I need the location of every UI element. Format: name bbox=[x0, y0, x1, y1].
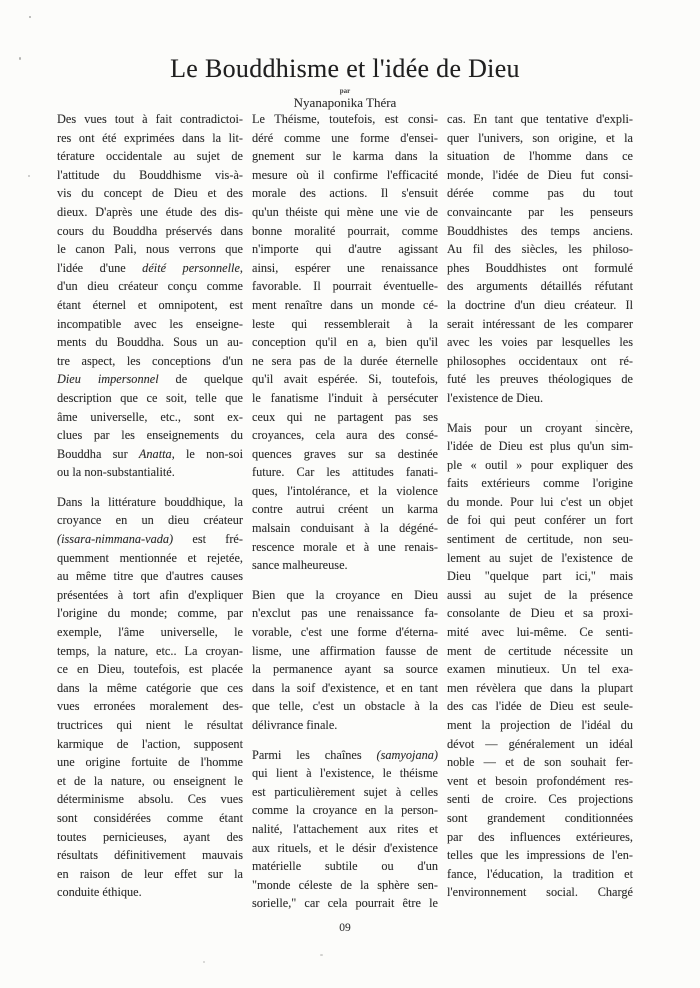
text-line bbox=[252, 538, 438, 557]
text-segment: dans la même catégorie que ces bbox=[57, 680, 243, 695]
text-segment: matérielle subtile ou d'un bbox=[252, 859, 438, 874]
text-line bbox=[57, 110, 243, 129]
text-line bbox=[57, 315, 243, 334]
text-line bbox=[57, 735, 243, 754]
text-segment: serait intéressant de les comparer bbox=[447, 316, 633, 331]
text-segment: Le Théisme, toutefois, est consi- bbox=[252, 112, 438, 126]
text-line bbox=[447, 203, 633, 222]
text-line bbox=[57, 184, 243, 203]
text-segment: l'idée de Dieu est plus qu'un sim- bbox=[447, 439, 633, 454]
text-segment: que telle, c'est un obstacle à la bbox=[252, 699, 438, 714]
text-segment: l'idée d'une bbox=[57, 260, 143, 275]
scan-speck bbox=[203, 961, 205, 963]
text-segment: quer l'univers, son origine, et la bbox=[447, 130, 633, 145]
text-segment: l'origine du monde; comme, par bbox=[57, 606, 243, 621]
text-line bbox=[57, 389, 243, 408]
text-segment: n'importe qui d'autre agissant bbox=[252, 242, 438, 257]
text-segment: par des influences extérieures, bbox=[447, 829, 633, 844]
text-line bbox=[57, 828, 243, 847]
italic-text-segment: Anatta bbox=[138, 446, 172, 461]
text-segment: Des vues tout à fait contradictoi- bbox=[57, 112, 243, 126]
paragraph bbox=[447, 419, 633, 902]
text-segment: lement au sujet de l'existence de bbox=[447, 550, 633, 565]
text-line bbox=[57, 463, 243, 482]
text-line bbox=[57, 426, 243, 445]
text-segment: croyances, cela aura des consé- bbox=[252, 428, 438, 443]
text-line bbox=[252, 370, 438, 389]
text-segment: phes Bouddhistes ont formulé bbox=[447, 260, 633, 275]
text-line bbox=[57, 530, 243, 549]
text-segment: monde, l'idée de Dieu fut consi- bbox=[447, 167, 633, 182]
text-segment: noble — et de son souhait fer- bbox=[447, 755, 633, 770]
text-line bbox=[447, 586, 633, 605]
text-line bbox=[447, 511, 633, 530]
scan-speck bbox=[29, 16, 31, 18]
text-segment: la doctrine d'un dieu créateur. Il bbox=[447, 297, 633, 312]
text-line bbox=[57, 865, 243, 884]
text-segment: conception qu'il en a, bien qu'il bbox=[252, 335, 438, 350]
text-line bbox=[252, 623, 438, 642]
text-segment: leste qui ressemblerait à la bbox=[252, 316, 438, 331]
text-line bbox=[252, 839, 438, 858]
text-line bbox=[447, 240, 633, 259]
text-segment: incompatible avec les enseigne- bbox=[57, 316, 243, 331]
text-line bbox=[447, 474, 633, 493]
text-line bbox=[252, 556, 438, 575]
text-segment: ainsi, espérer une renaissance bbox=[252, 260, 438, 275]
text-segment: étant éternel et omnipotent, est bbox=[57, 297, 243, 312]
text-segment: le canon Pali, nous verrons que bbox=[57, 242, 243, 257]
text-line bbox=[57, 259, 243, 278]
text-segment: l'environnement social. Chargé bbox=[447, 885, 633, 900]
text-line bbox=[57, 772, 243, 791]
text-segment: de quelque bbox=[158, 372, 243, 387]
text-segment: déré comme une forme d'ensei- bbox=[252, 130, 438, 145]
text-line bbox=[252, 315, 438, 334]
text-segment: en raison de leur effet sur la bbox=[57, 866, 243, 881]
text-segment: gnement sur le karma dans la bbox=[252, 149, 438, 164]
text-line bbox=[252, 586, 438, 605]
text-line bbox=[447, 389, 633, 408]
scan-speck bbox=[596, 420, 598, 422]
paragraph bbox=[57, 110, 243, 482]
text-line bbox=[57, 129, 243, 148]
text-line bbox=[252, 408, 438, 427]
text-segment: lisme, une affirmation fausse de bbox=[252, 643, 438, 658]
text-segment: tructrices qui nient le résultat bbox=[57, 718, 243, 732]
text-segment: faits extérieurs comme l'origine bbox=[447, 476, 633, 491]
text-segment: et de la nature, ou enseignent le bbox=[57, 773, 243, 788]
text-segment: futé les preuves théologiques de bbox=[447, 372, 633, 387]
text-line bbox=[447, 493, 633, 512]
text-segment: ques, l'intolérance, et la violence bbox=[252, 483, 438, 498]
text-line bbox=[252, 697, 438, 716]
text-line bbox=[252, 352, 438, 371]
text-line bbox=[57, 445, 243, 464]
text-segment: favorable. Il pourrait éventuelle- bbox=[252, 279, 438, 294]
text-line bbox=[57, 549, 243, 568]
text-segment: l'existence de Dieu. bbox=[447, 390, 544, 405]
text-segment: Dieu "quelque part ici," mais bbox=[447, 569, 633, 584]
text-line bbox=[447, 697, 633, 716]
text-line bbox=[57, 277, 243, 296]
text-segment: sentiment de certitude, non seu- bbox=[447, 532, 633, 547]
text-segment: Au fil des siècles, les philoso- bbox=[447, 242, 633, 257]
text-line bbox=[447, 437, 633, 456]
italic-text-segment: (issara-nimmana-vada) bbox=[57, 532, 174, 547]
text-line bbox=[447, 828, 633, 847]
page-title: Le Bouddhisme et l'idée de Dieu bbox=[170, 54, 520, 83]
text-segment: men révèlera que dans la plupart bbox=[447, 680, 633, 695]
text-line bbox=[57, 333, 243, 352]
text-line bbox=[57, 352, 243, 371]
text-segment: des cas l'idée de Dieu est seule- bbox=[447, 699, 633, 714]
text-line bbox=[447, 296, 633, 315]
text-line bbox=[447, 456, 633, 475]
text-segment: dieux. D'après une étude des dis- bbox=[57, 204, 243, 219]
text-line bbox=[252, 783, 438, 802]
text-line bbox=[57, 408, 243, 427]
text-line bbox=[447, 642, 633, 661]
text-line bbox=[447, 716, 633, 735]
text-segment: clues par les enseignements du bbox=[57, 428, 243, 443]
text-segment: sance malheureuse. bbox=[252, 558, 348, 573]
text-segment: mesure où il confirme l'efficacité bbox=[252, 167, 438, 182]
text-line bbox=[252, 147, 438, 166]
text-line bbox=[57, 240, 243, 259]
text-segment: future. Car les attitudes fanati- bbox=[252, 465, 438, 480]
text-line bbox=[57, 203, 243, 222]
text-segment: vis du concept de Dieu et des bbox=[57, 186, 243, 201]
text-line bbox=[57, 567, 243, 586]
text-line bbox=[447, 790, 633, 809]
text-segment: karmique de l'action, supposent bbox=[57, 736, 243, 751]
text-line bbox=[447, 679, 633, 698]
text-segment: situation de l'homme dans ce bbox=[447, 149, 633, 164]
text-line bbox=[447, 352, 633, 371]
text-line bbox=[447, 184, 633, 203]
text-segment: délivrance finale. bbox=[252, 718, 338, 732]
text-line bbox=[252, 296, 438, 315]
text-line bbox=[252, 679, 438, 698]
text-line bbox=[252, 500, 438, 519]
text-segment: dévot — généralement un idéal bbox=[447, 736, 633, 751]
text-segment: qu'un théiste qui mène une vie de bbox=[252, 204, 438, 219]
text-line bbox=[57, 660, 243, 679]
text-segment: âme universelle, etc., sont ex- bbox=[57, 409, 243, 424]
text-segment: malsain conduisant à la dégéné- bbox=[252, 521, 438, 536]
text-line bbox=[57, 147, 243, 166]
scan-speck bbox=[28, 175, 30, 177]
text-segment: cas. En tant que tentative d'expli- bbox=[447, 112, 633, 126]
text-segment: croyance en un dieu créateur bbox=[57, 513, 243, 528]
text-line bbox=[447, 735, 633, 754]
text-line bbox=[252, 716, 438, 735]
text-segment: ment renaître dans un monde cé- bbox=[252, 297, 438, 312]
text-segment: telles que les impressions de l'en- bbox=[447, 848, 633, 863]
text-segment: la permanence ayant sa source bbox=[252, 662, 438, 677]
page-number: 09 bbox=[339, 922, 351, 934]
text-line bbox=[447, 660, 633, 679]
italic-text-segment: déité personnelle bbox=[142, 260, 240, 275]
text-line bbox=[252, 277, 438, 296]
text-line bbox=[447, 277, 633, 296]
paragraph bbox=[252, 110, 438, 575]
text-segment: consolante de Dieu et sa proxi- bbox=[447, 606, 633, 621]
text-line bbox=[57, 296, 243, 315]
text-line bbox=[447, 604, 633, 623]
text-line bbox=[57, 586, 243, 605]
text-segment: est particulièrement sujet à celles bbox=[252, 784, 438, 799]
text-line bbox=[57, 716, 243, 735]
text-segment: térature occidentale au sujet de bbox=[57, 149, 243, 164]
author-name: Nyanaponika Théra bbox=[293, 95, 397, 110]
text-segment: convaincante par les penseurs bbox=[447, 204, 633, 219]
text-line bbox=[57, 753, 243, 772]
text-segment: "monde céleste de la sphère sen- bbox=[252, 877, 438, 892]
text-line bbox=[447, 549, 633, 568]
paragraph bbox=[252, 586, 438, 735]
text-line bbox=[447, 419, 633, 438]
text-segment: Mais pour un croyant sincère, bbox=[447, 420, 633, 435]
scan-speck bbox=[19, 57, 21, 60]
text-line bbox=[57, 883, 243, 902]
text-line bbox=[57, 166, 243, 185]
text-segment: cours du Bouddha préservés dans bbox=[57, 223, 243, 238]
text-segment: déterminisme absolu. Ces vues bbox=[57, 792, 243, 807]
text-line bbox=[252, 259, 438, 278]
text-line bbox=[252, 801, 438, 820]
text-line bbox=[447, 530, 633, 549]
text-line bbox=[252, 463, 438, 482]
text-line bbox=[447, 333, 633, 352]
text-line bbox=[252, 604, 438, 623]
text-segment: bonne moralité pourrait, comme bbox=[252, 223, 438, 238]
text-segment: morale des actions. Il s'ensuit bbox=[252, 186, 438, 201]
text-segment: quences graves sur sa destinée bbox=[252, 446, 438, 461]
text-segment: senti de croire. Ces projections bbox=[447, 792, 633, 807]
text-line bbox=[252, 333, 438, 352]
text-segment: ne sera pas de la durée éternelle bbox=[252, 353, 438, 368]
paragraph bbox=[252, 746, 438, 913]
text-segment: ment de certitude nécessite un bbox=[447, 643, 633, 658]
text-line bbox=[57, 679, 243, 698]
text-segment: ple « outil » pour expliquer des bbox=[447, 457, 633, 472]
text-line bbox=[447, 110, 633, 129]
text-line bbox=[447, 753, 633, 772]
text-line bbox=[252, 660, 438, 679]
text-segment: est fré- bbox=[173, 532, 243, 547]
text-segment: dérée comme pas du tout bbox=[447, 186, 633, 201]
text-line bbox=[447, 846, 633, 865]
text-line bbox=[252, 203, 438, 222]
text-segment: aux rituels, et le désir d'existence bbox=[252, 840, 438, 855]
text-line bbox=[447, 166, 633, 185]
text-column-3 bbox=[447, 110, 633, 913]
text-columns bbox=[57, 110, 633, 913]
text-line bbox=[57, 809, 243, 828]
text-line bbox=[252, 426, 438, 445]
text-line bbox=[252, 820, 438, 839]
text-segment: Bouddhistes des temps anciens. bbox=[447, 223, 633, 238]
text-segment: de foi qui peut conférer un fort bbox=[447, 513, 633, 528]
text-segment: qui lient à l'existence, le théisme bbox=[252, 766, 438, 781]
text-line bbox=[252, 519, 438, 538]
text-segment: ou la non-substantialité. bbox=[57, 465, 175, 480]
text-segment: toutes pernicieuses, ayant des bbox=[57, 829, 243, 844]
text-segment: quemment mentionnée et rejetée, bbox=[57, 550, 243, 565]
text-line bbox=[57, 846, 243, 865]
text-segment: conduite éthique. bbox=[57, 885, 142, 900]
text-line bbox=[252, 857, 438, 876]
text-line bbox=[252, 129, 438, 148]
text-line bbox=[252, 642, 438, 661]
text-line bbox=[57, 623, 243, 642]
text-segment: des arguments détaillés réfutant bbox=[447, 279, 633, 294]
text-segment: ment la projection de l'idéal du bbox=[447, 718, 633, 732]
text-segment: rescence morale et à une renais- bbox=[252, 539, 438, 554]
text-line bbox=[252, 184, 438, 203]
text-segment: sorielle," car cela pourrait être le bbox=[252, 896, 438, 911]
text-line bbox=[252, 876, 438, 895]
text-line bbox=[447, 809, 633, 828]
italic-text-segment: Dieu impersonnel bbox=[57, 372, 159, 387]
text-line bbox=[447, 883, 633, 902]
text-segment: sont grandement conditionnées bbox=[447, 810, 633, 825]
text-line bbox=[252, 482, 438, 501]
text-line bbox=[447, 315, 633, 334]
text-segment: au même titre que d'autres causes bbox=[57, 569, 243, 584]
text-segment: l'attitude du Bouddhisme vis-à- bbox=[57, 167, 243, 182]
text-line bbox=[57, 511, 243, 530]
text-line bbox=[57, 790, 243, 809]
text-segment: exemple, l'âme universelle, le bbox=[57, 625, 243, 640]
text-segment: description que ce soit, telle que bbox=[57, 390, 243, 405]
text-line bbox=[447, 772, 633, 791]
text-line bbox=[252, 746, 438, 765]
text-segment: ce en Dieu, toutefois, est placée bbox=[57, 662, 243, 677]
text-segment: dans la soif d'existence, et en tant bbox=[252, 680, 438, 695]
text-line bbox=[447, 129, 633, 148]
text-segment: d'un dieu créateur conçu comme bbox=[57, 279, 243, 294]
text-line bbox=[252, 110, 438, 129]
text-segment: Parmi les chaînes bbox=[252, 747, 377, 762]
text-line bbox=[252, 764, 438, 783]
text-line bbox=[447, 259, 633, 278]
text-segment: qu'il avait espérée. Si, toutefois, bbox=[252, 372, 438, 387]
text-segment: ceux qui ne partagent pas ses bbox=[252, 409, 438, 424]
text-line bbox=[57, 697, 243, 716]
text-segment: présentées à tort afin d'expliquer bbox=[57, 587, 243, 602]
text-segment: , le non-soi bbox=[171, 446, 243, 461]
text-segment: examen minutieux. Un tel exa- bbox=[447, 662, 633, 677]
text-segment: philosophes occidentaux ont ré- bbox=[447, 353, 633, 368]
text-line bbox=[252, 445, 438, 464]
text-segment: nalité, l'attachement aux rites et bbox=[252, 821, 438, 836]
paragraph bbox=[57, 493, 243, 902]
text-segment: avec les voies par lesquelles les bbox=[447, 335, 633, 350]
text-segment: ments du Bouddha. Sous un au- bbox=[57, 335, 243, 350]
text-line bbox=[57, 222, 243, 241]
text-line bbox=[252, 894, 438, 913]
text-line bbox=[447, 370, 633, 389]
text-segment: vent et besoin profondément res- bbox=[447, 773, 633, 788]
text-segment: sont considérées comme étant bbox=[57, 810, 243, 825]
scan-speck bbox=[320, 954, 323, 956]
text-segment: comme la croyance en la person- bbox=[252, 803, 438, 818]
text-line bbox=[57, 604, 243, 623]
text-segment: du monde. Pour lui c'est un objet bbox=[447, 494, 633, 509]
text-segment: mité avec lui-même. Ce senti- bbox=[447, 625, 633, 640]
text-segment: le fanatisme l'induit à persécuter bbox=[252, 390, 438, 405]
text-segment: Dans la littérature bouddhique, la bbox=[57, 494, 243, 509]
text-line bbox=[57, 493, 243, 512]
text-line bbox=[252, 389, 438, 408]
byline-prefix: par bbox=[339, 87, 351, 95]
italic-text-segment: (samyojana) bbox=[376, 747, 438, 762]
text-line bbox=[252, 222, 438, 241]
text-line bbox=[447, 623, 633, 642]
text-segment: Bien que la croyance en Dieu bbox=[252, 587, 438, 602]
text-segment: n'exclut pas une renaissance fa- bbox=[252, 606, 438, 621]
text-line bbox=[447, 865, 633, 884]
text-segment: vorable, c'est une forme d'éterna- bbox=[252, 625, 438, 640]
text-segment: vues erronées moralement des- bbox=[57, 699, 243, 714]
text-segment: Bouddha sur bbox=[57, 446, 139, 461]
text-segment: tre aspect, les conceptions d'un bbox=[57, 353, 243, 368]
text-line bbox=[57, 370, 243, 389]
text-segment: , bbox=[239, 260, 243, 275]
text-line bbox=[252, 240, 438, 259]
text-segment: contre autrui créent un karma bbox=[252, 502, 438, 517]
text-segment: une origine fortuite de l'homme bbox=[57, 755, 243, 770]
text-line bbox=[447, 222, 633, 241]
paragraph bbox=[447, 110, 633, 408]
text-segment: résultats définitivement mauvais bbox=[57, 848, 243, 863]
text-segment: res ont été exprimées dans la lit- bbox=[57, 130, 243, 145]
text-line bbox=[252, 166, 438, 185]
text-segment: fance, l'éducation, la tradition et bbox=[447, 866, 633, 881]
text-segment: aussi au sujet de la présence bbox=[447, 587, 633, 602]
text-segment: temps, la nature, etc.. La croyan- bbox=[57, 643, 243, 658]
text-line bbox=[57, 642, 243, 661]
text-line bbox=[447, 147, 633, 166]
text-column-1 bbox=[57, 110, 243, 913]
text-line bbox=[447, 567, 633, 586]
text-column-2 bbox=[252, 110, 438, 913]
